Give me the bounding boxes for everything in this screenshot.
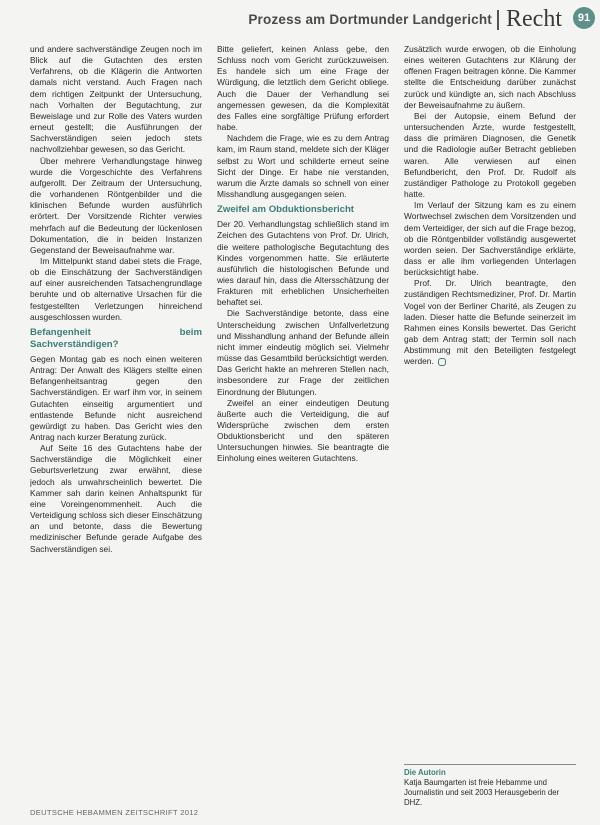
paragraph: Der 20. Verhandlungstag schließlich stand im Zeichen des Gutachtens von Prof. Dr. Ulrich, die weitere pathologische Begutachtung des Kindes vorgenommen hatte. Sie erläuterte ausführlich die histologischen Befunde und wies darauf hin, dass die Altersschätzung der Frakturen mit erheblichen Unsicherheiten behaftet sei. (217, 219, 389, 308)
paragraph: Gegen Montag gab es noch einen weiteren Antrag: Der Anwalt des Klägers stellte einen Befangenheitsantrag gegen den Sachverständigen. Er warf ihm vor, in seinem Gutachten einseitig argumentiert und entlastende Befunde nicht ausreichend gewürdigt zu haben. Das Gericht wies den Antrag nach kurzer Beratung zurück. (30, 353, 202, 442)
paragraph: Bitte geliefert, keinen Anlass gebe, den Schluss noch vom Gericht zurückzuweisen. Es handele sich um eine Frage der Würdigung, die letztlich dem Gericht obliege. Auch die Dauer der Verhandlung sei angemessen gewesen, da die Komplexität des Falles eine sorgfältige Prüfung erfordert habe. (217, 44, 389, 133)
column-1 (30, 44, 202, 820)
paragraph-last (404, 278, 576, 367)
subheading: Befangenheit beim Sachverständigen? (30, 326, 202, 350)
paragraph: Zweifel an einer eindeutigen Deutung äußerte auch die Verteidigung, die auf Widersprüche zwischen dem ersten Obduktionsbericht und den späteren Untersuchungen hinwies. Sie beantragte die Einholung eines weiteren Gutachtens. (217, 397, 389, 464)
end-of-article-icon (438, 358, 446, 366)
author-label: Die Autorin (404, 768, 446, 777)
paragraph: und andere sachverständige Zeugen noch im Blick auf die Gutachten des ersten Verfahrens, ob die Klägerin die Antworten damals nicht verstand. Auch Fragen nach dem richtigen Zeitpunkt der Untersuchung, nach Vorhalten der Begutachtung, zur Beweislage und zur Rolle des Vaters wurden erneut gestellt; die Ausführungen der Sachverständigen seien jedoch stets nachvollziehbar gewesen, so das Gericht. (30, 44, 202, 155)
subheading: Zweifel am Obduktionsbericht (217, 204, 354, 216)
paragraph: Im Verlauf der Sitzung kam es zu einem Wortwechsel zwischen dem Vorsitzenden und dem Verteidiger, der sich auf die Frage bezog, ob die Röntgenbilder vollständig ausgewertet worden seien. Der Sachverständige erklärte, dass er alle ihm vorliegenden Unterlagen berücksichtigt habe. (404, 200, 576, 278)
page-header (0, 0, 600, 36)
column-2 (217, 44, 389, 820)
paragraph: Zusätzlich wurde erwogen, ob die Einholung eines weiteren Gutachtens zur Klärung der offenen Fragen beitragen könne. Die Kammer stellte die Entscheidung darüber zunächst zurück und kündigte an, sich nach Abschluss der Beweisaufnahme zu äußern. (404, 44, 576, 110)
paragraph: Nachdem die Frage, wie es zu dem Antrag kam, im Raum stand, meldete sich der Kläger selbst zu Wort und schilderte erneut seine Sicht der Dinge. Er habe nie verstanden, warum die Ärzte damals so schnell von einer Misshandlung ausgegangen seien. (217, 133, 389, 200)
paragraph-text: Prof. Dr. Ulrich beantragte, den zuständigen Rechtsmediziner, Prof. Dr. Martin Vogel von der Berliner Charité, als Zeugen zu laden. Dieser hatte die Befunde seinerzeit im Rahmen eines Konsils bewertet. Das Gericht gab dem Antrag statt; der Termin soll nach Abstimmung mit den Beteiligten festgelegt werden. (404, 278, 576, 367)
page-number-badge: 91 (573, 7, 595, 29)
running-title: Prozess am Dortmunder Landgericht (248, 12, 492, 27)
column-3 (404, 44, 576, 704)
section-title: Recht (506, 6, 562, 32)
paragraph: Im Mittelpunkt stand dabei stets die Frage, ob die Einschätzung der Sachverständigen auf einer ausreichenden Tatsachengrundlage beruhte und ob alternative Ursachen für die festgestellten Verletzungen hinreichend ausgeschlossen wurden. (30, 255, 202, 322)
paragraph: Bei der Autopsie, einem Befund der untersuchenden Ärzte, wurde festgestellt, dass die primären Diagnosen, die Genetik und die Radiologie außer Betracht geblieben waren. Alle verwiesen auf einen Befundbericht, den Prof. Dr. Rudolf als zuständiger Pathologe zu Protokoll gegeben hatte. (404, 110, 576, 200)
author-bio: Katja Baumgarten ist freie Hebamme und Journalistin und seit 2003 Herausgeberin der DHZ. (404, 778, 560, 807)
paragraph: Die Sachverständige betonte, dass eine Unterscheidung zwischen Unfallverletzung und Misshandlung anhand der Befunde allein nicht immer eindeutig möglich sei. Vielmehr müsse das Gesamtbild berücksichtigt werden. Das Gericht hakte an mehreren Stellen nach, insbesondere zur Frage der zeitlichen Einordnung der Blutungen. (217, 308, 389, 397)
paragraph: Über mehrere Verhandlungstage hinweg wurde die Vorgeschichte des Verfahrens aufgerollt. Der Zeitraum der Untersuchung, die vorhandenen Röntgenbilder und die klinischen Befunde wurden ausführlich erörtert. Der Vorsitzende Richter verwies mehrfach auf die Bedeutung der lückenlosen Dokumentation, die in beiden Instanzen Gegenstand der Beweisaufnahme war. (30, 155, 202, 255)
header-divider (497, 10, 499, 30)
paragraph: Auf Seite 16 des Gutachtens habe der Sachverständige die Möglichkeit einer Geburtsverletzung zwar erwähnt, diese jedoch als unwahrscheinlich bewertet. Die Kammer sah darin keinen Anhaltspunkt für eine Voreingenommenheit. Auch die Verteidigung schloss sich dieser Einschätzung an und betonte, dass die Bewertung medizinischer Befunde gerade Aufgabe des Sachverständigen sei. (30, 443, 202, 554)
author-box (404, 764, 576, 808)
page-footer: DEUTSCHE HEBAMMEN ZEITSCHRIFT 2012 (30, 808, 199, 817)
